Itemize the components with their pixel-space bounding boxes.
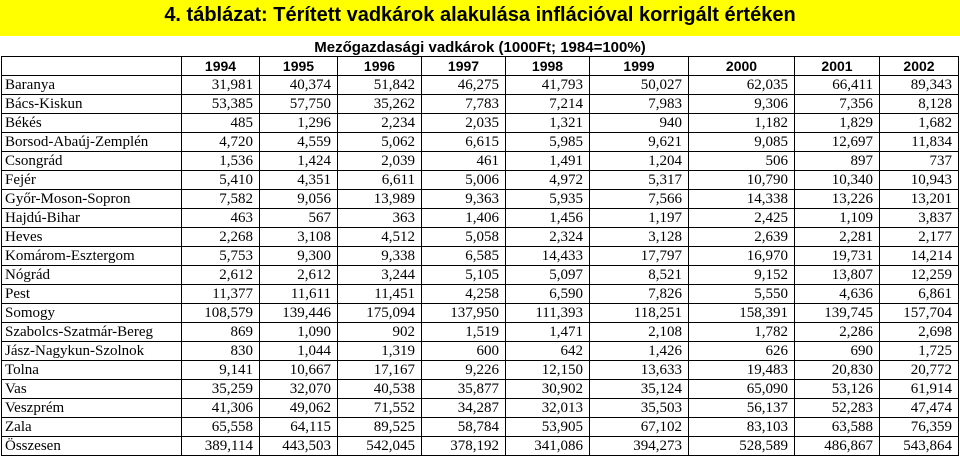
value-cell: 35,262 (338, 95, 422, 114)
value-cell: 52,283 (795, 399, 880, 418)
value-cell: 8,128 (880, 95, 959, 114)
value-cell: 461 (422, 152, 506, 171)
value-cell: 58,784 (422, 418, 506, 437)
table-row (2, 247, 959, 266)
table-row (2, 133, 959, 152)
table-row (2, 342, 959, 361)
value-cell: 11,834 (880, 133, 959, 152)
value-cell: 17,797 (590, 247, 689, 266)
value-cell: 56,137 (689, 399, 795, 418)
value-cell: 3,837 (880, 209, 959, 228)
value-cell: 19,731 (795, 247, 880, 266)
value-cell: 1,296 (260, 114, 338, 133)
data-table (1, 56, 959, 456)
value-cell: 690 (795, 342, 880, 361)
value-cell: 1,424 (260, 152, 338, 171)
value-cell: 2,035 (422, 114, 506, 133)
county-name-cell: Hajdú-Bihar (2, 209, 182, 228)
county-name-cell: Tolna (2, 361, 182, 380)
value-cell: 139,446 (260, 304, 338, 323)
value-cell: 108,579 (182, 304, 260, 323)
value-cell: 1,109 (795, 209, 880, 228)
value-cell: 394,273 (590, 437, 689, 456)
value-cell: 1,319 (338, 342, 422, 361)
value-cell: 40,374 (260, 76, 338, 95)
value-cell: 5,410 (182, 171, 260, 190)
value-cell: 47,474 (880, 399, 959, 418)
value-cell: 13,226 (795, 190, 880, 209)
header-year-cell: 1996 (338, 57, 422, 76)
value-cell: 11,611 (260, 285, 338, 304)
value-cell: 9,363 (422, 190, 506, 209)
value-cell: 1,090 (260, 323, 338, 342)
value-cell: 12,259 (880, 266, 959, 285)
value-cell: 1,829 (795, 114, 880, 133)
value-cell: 4,512 (338, 228, 422, 247)
value-cell: 5,058 (422, 228, 506, 247)
value-cell: 1,197 (590, 209, 689, 228)
value-cell: 626 (689, 342, 795, 361)
value-cell: 9,085 (689, 133, 795, 152)
value-cell: 35,503 (590, 399, 689, 418)
value-cell: 10,943 (880, 171, 959, 190)
value-cell: 7,214 (506, 95, 590, 114)
value-cell: 528,589 (689, 437, 795, 456)
value-cell: 11,377 (182, 285, 260, 304)
value-cell: 9,338 (338, 247, 422, 266)
value-cell: 35,259 (182, 380, 260, 399)
value-cell: 2,698 (880, 323, 959, 342)
value-cell: 14,433 (506, 247, 590, 266)
table-row (2, 399, 959, 418)
value-cell: 175,094 (338, 304, 422, 323)
value-cell: 30,902 (506, 380, 590, 399)
value-cell: 111,393 (506, 304, 590, 323)
value-cell: 7,783 (422, 95, 506, 114)
value-cell: 8,521 (590, 266, 689, 285)
value-cell: 2,286 (795, 323, 880, 342)
value-cell: 137,950 (422, 304, 506, 323)
value-cell: 14,214 (880, 247, 959, 266)
value-cell: 53,905 (506, 418, 590, 437)
value-cell: 4,972 (506, 171, 590, 190)
table-row (2, 285, 959, 304)
value-cell: 2,234 (338, 114, 422, 133)
value-cell: 32,013 (506, 399, 590, 418)
value-cell: 76,359 (880, 418, 959, 437)
value-cell: 6,585 (422, 247, 506, 266)
header-row (2, 57, 959, 76)
value-cell: 902 (338, 323, 422, 342)
value-cell: 6,590 (506, 285, 590, 304)
value-cell: 65,558 (182, 418, 260, 437)
value-cell: 4,559 (260, 133, 338, 152)
value-cell: 2,612 (260, 266, 338, 285)
table-row (2, 418, 959, 437)
header-year-cell: 2002 (880, 57, 959, 76)
value-cell: 2,281 (795, 228, 880, 247)
value-cell: 49,062 (260, 399, 338, 418)
value-cell: 9,226 (422, 361, 506, 380)
table-subtitle: Mezőgazdasági vadkárok (1000Ft; 1984=100%) (314, 39, 646, 56)
header-year-cell: 2001 (795, 57, 880, 76)
value-cell: 485 (182, 114, 260, 133)
value-cell: 40,538 (338, 380, 422, 399)
header-year-cell: 1995 (260, 57, 338, 76)
value-cell: 11,451 (338, 285, 422, 304)
value-cell: 1,782 (689, 323, 795, 342)
value-cell: 5,317 (590, 171, 689, 190)
value-cell: 542,045 (338, 437, 422, 456)
value-cell: 63,588 (795, 418, 880, 437)
value-cell: 737 (880, 152, 959, 171)
value-cell: 1,491 (506, 152, 590, 171)
value-cell: 830 (182, 342, 260, 361)
value-cell: 897 (795, 152, 880, 171)
header-year-cell: 2000 (689, 57, 795, 76)
value-cell: 9,300 (260, 247, 338, 266)
value-cell: 5,550 (689, 285, 795, 304)
value-cell: 2,612 (182, 266, 260, 285)
value-cell: 83,103 (689, 418, 795, 437)
value-cell: 1,456 (506, 209, 590, 228)
value-cell: 6,615 (422, 133, 506, 152)
table-row (2, 209, 959, 228)
value-cell: 869 (182, 323, 260, 342)
county-name-cell: Zala (2, 418, 182, 437)
value-cell: 9,621 (590, 133, 689, 152)
value-cell: 2,639 (689, 228, 795, 247)
value-cell: 4,636 (795, 285, 880, 304)
value-cell: 13,201 (880, 190, 959, 209)
county-name-cell: Jász-Nagykun-Szolnok (2, 342, 182, 361)
value-cell: 7,826 (590, 285, 689, 304)
value-cell: 4,720 (182, 133, 260, 152)
value-cell: 940 (590, 114, 689, 133)
value-cell: 10,790 (689, 171, 795, 190)
value-cell: 7,582 (182, 190, 260, 209)
value-cell: 9,141 (182, 361, 260, 380)
table-row (2, 114, 959, 133)
header-year-cell: 1998 (506, 57, 590, 76)
value-cell: 1,406 (422, 209, 506, 228)
value-cell: 31,981 (182, 76, 260, 95)
header-year-cell: 1999 (590, 57, 689, 76)
value-cell: 4,258 (422, 285, 506, 304)
value-cell: 6,611 (338, 171, 422, 190)
value-cell: 53,385 (182, 95, 260, 114)
table-row (2, 95, 959, 114)
value-cell: 506 (689, 152, 795, 171)
value-cell: 7,983 (590, 95, 689, 114)
value-cell: 2,108 (590, 323, 689, 342)
header-year-cell: 1994 (182, 57, 260, 76)
county-name-cell: Nógrád (2, 266, 182, 285)
value-cell: 9,152 (689, 266, 795, 285)
table-row (2, 323, 959, 342)
value-cell: 2,425 (689, 209, 795, 228)
table-row (2, 304, 959, 323)
county-name-cell: Vas (2, 380, 182, 399)
value-cell: 13,633 (590, 361, 689, 380)
value-cell: 1,536 (182, 152, 260, 171)
value-cell: 486,867 (795, 437, 880, 456)
value-cell: 157,704 (880, 304, 959, 323)
value-cell: 463 (182, 209, 260, 228)
county-name-cell: Fejér (2, 171, 182, 190)
value-cell: 9,306 (689, 95, 795, 114)
value-cell: 5,062 (338, 133, 422, 152)
value-cell: 600 (422, 342, 506, 361)
table-row (2, 190, 959, 209)
value-cell: 67,102 (590, 418, 689, 437)
value-cell: 10,340 (795, 171, 880, 190)
value-cell: 61,914 (880, 380, 959, 399)
value-cell: 17,167 (338, 361, 422, 380)
value-cell: 13,989 (338, 190, 422, 209)
value-cell: 10,667 (260, 361, 338, 380)
value-cell: 89,525 (338, 418, 422, 437)
value-cell: 1,682 (880, 114, 959, 133)
value-cell: 139,745 (795, 304, 880, 323)
value-cell: 2,324 (506, 228, 590, 247)
value-cell: 378,192 (422, 437, 506, 456)
value-cell: 1,519 (422, 323, 506, 342)
value-cell: 341,086 (506, 437, 590, 456)
value-cell: 12,697 (795, 133, 880, 152)
value-cell: 35,124 (590, 380, 689, 399)
value-cell: 1,044 (260, 342, 338, 361)
value-cell: 543,864 (880, 437, 959, 456)
value-cell: 9,056 (260, 190, 338, 209)
table-row (2, 266, 959, 285)
table-row (2, 361, 959, 380)
value-cell: 5,097 (506, 266, 590, 285)
value-cell: 1,182 (689, 114, 795, 133)
county-name-cell: Békés (2, 114, 182, 133)
table-row (2, 437, 959, 456)
value-cell: 118,251 (590, 304, 689, 323)
value-cell: 62,035 (689, 76, 795, 95)
table-row (2, 171, 959, 190)
value-cell: 5,935 (506, 190, 590, 209)
value-cell: 57,750 (260, 95, 338, 114)
county-name-cell: Heves (2, 228, 182, 247)
value-cell: 64,115 (260, 418, 338, 437)
county-name-cell: Pest (2, 285, 182, 304)
value-cell: 20,772 (880, 361, 959, 380)
county-name-cell: Bács-Kiskun (2, 95, 182, 114)
value-cell: 13,807 (795, 266, 880, 285)
value-cell: 20,830 (795, 361, 880, 380)
value-cell: 2,177 (880, 228, 959, 247)
value-cell: 389,114 (182, 437, 260, 456)
value-cell: 41,306 (182, 399, 260, 418)
county-name-cell: Összesen (2, 437, 182, 456)
value-cell: 89,343 (880, 76, 959, 95)
value-cell: 7,356 (795, 95, 880, 114)
value-cell: 642 (506, 342, 590, 361)
value-cell: 5,753 (182, 247, 260, 266)
value-cell: 65,090 (689, 380, 795, 399)
header-year-cell: 1997 (422, 57, 506, 76)
value-cell: 12,150 (506, 361, 590, 380)
value-cell: 50,027 (590, 76, 689, 95)
county-name-cell: Borsod-Abaúj-Zemplén (2, 133, 182, 152)
table-row (2, 380, 959, 399)
value-cell: 363 (338, 209, 422, 228)
header-corner-cell (2, 57, 182, 76)
value-cell: 443,503 (260, 437, 338, 456)
value-cell: 1,426 (590, 342, 689, 361)
value-cell: 7,566 (590, 190, 689, 209)
value-cell: 35,877 (422, 380, 506, 399)
value-cell: 19,483 (689, 361, 795, 380)
value-cell: 4,351 (260, 171, 338, 190)
county-name-cell: Baranya (2, 76, 182, 95)
value-cell: 5,105 (422, 266, 506, 285)
county-name-cell: Szabolcs-Szatmár-Bereg (2, 323, 182, 342)
value-cell: 14,338 (689, 190, 795, 209)
value-cell: 5,006 (422, 171, 506, 190)
value-cell: 16,970 (689, 247, 795, 266)
value-cell: 3,108 (260, 228, 338, 247)
value-cell: 2,039 (338, 152, 422, 171)
value-cell: 53,126 (795, 380, 880, 399)
value-cell: 1,321 (506, 114, 590, 133)
table-row (2, 228, 959, 247)
value-cell: 1,204 (590, 152, 689, 171)
value-cell: 6,861 (880, 285, 959, 304)
value-cell: 1,471 (506, 323, 590, 342)
value-cell: 51,842 (338, 76, 422, 95)
value-cell: 32,070 (260, 380, 338, 399)
value-cell: 41,793 (506, 76, 590, 95)
value-cell: 5,985 (506, 133, 590, 152)
value-cell: 158,391 (689, 304, 795, 323)
value-cell: 46,275 (422, 76, 506, 95)
county-name-cell: Csongrád (2, 152, 182, 171)
table-row (2, 152, 959, 171)
value-cell: 3,244 (338, 266, 422, 285)
value-cell: 34,287 (422, 399, 506, 418)
value-cell: 567 (260, 209, 338, 228)
county-name-cell: Győr-Moson-Sopron (2, 190, 182, 209)
value-cell: 2,268 (182, 228, 260, 247)
value-cell: 1,725 (880, 342, 959, 361)
value-cell: 66,411 (795, 76, 880, 95)
county-name-cell: Komárom-Esztergom (2, 247, 182, 266)
county-name-cell: Veszprém (2, 399, 182, 418)
value-cell: 3,128 (590, 228, 689, 247)
table-title: 4. táblázat: Térített vadkárok alakulása inflációval korrigált értéken (0, 0, 960, 36)
table-row (2, 76, 959, 95)
value-cell: 71,552 (338, 399, 422, 418)
county-name-cell: Somogy (2, 304, 182, 323)
